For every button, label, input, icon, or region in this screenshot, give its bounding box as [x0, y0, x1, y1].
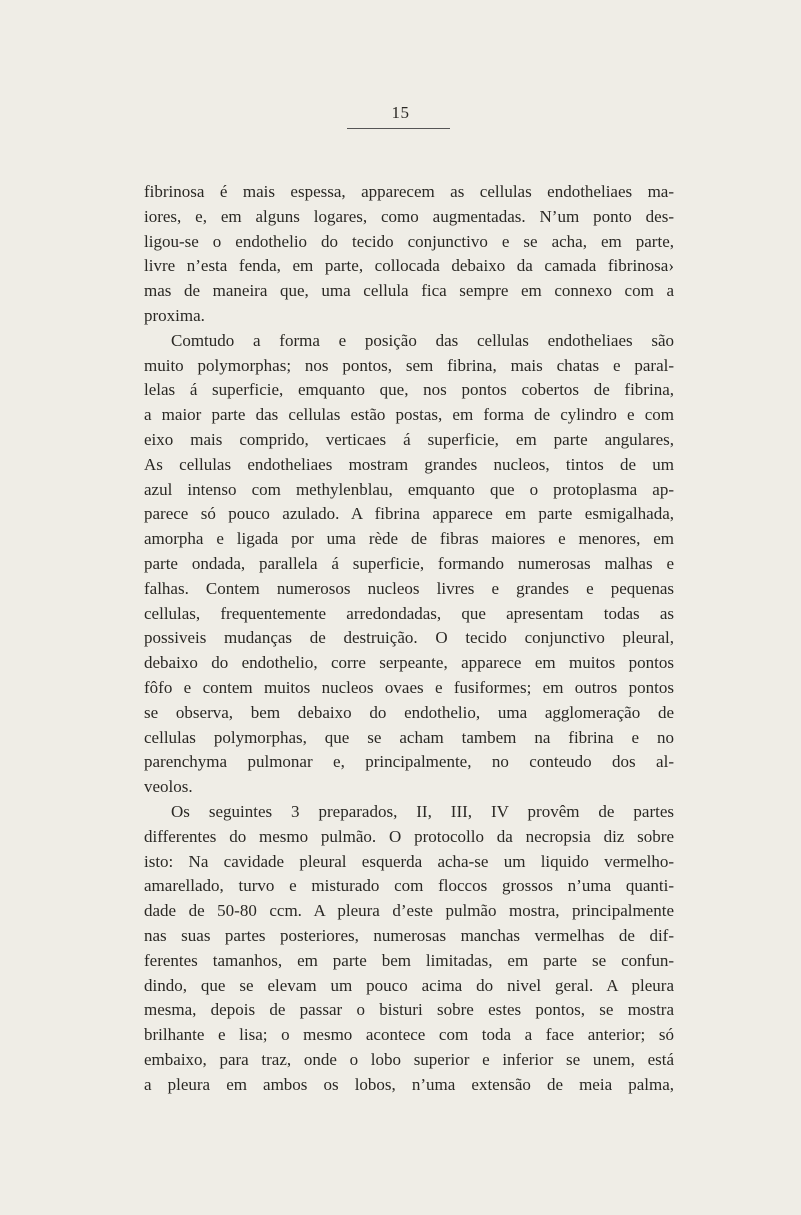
- text-line: cellulas, frequentemente arredondadas, que apresentam todas as: [144, 603, 674, 623]
- text-line: se observa, bem debaixo do endothelio, uma agglomeração de: [144, 702, 674, 722]
- text-line: ligou-se o endothelio do tecido conjunctivo e se acha, em parte,: [144, 231, 674, 251]
- text-line: mas de maneira que, uma cellula fica sempre em connexo com a: [144, 281, 674, 301]
- text-line: differentes do mesmo pulmão. O protocollo da necropsia diz sobre: [144, 826, 674, 846]
- text-line: brilhante e lisa; o mesmo acontece com toda a face anterior; só: [144, 1025, 674, 1045]
- text-line: possiveis mudanças de destruição. O tecido conjunctivo pleural,: [144, 628, 674, 648]
- text-line: falhas. Contem numerosos nucleos livres e grandes e pequenas: [144, 578, 674, 598]
- text-line: livre n’esta fenda, em parte, collocada debaixo da camada fibrinosa›: [144, 256, 674, 276]
- text-line: veolos.: [144, 777, 193, 797]
- text-line: dade de 50-80 ccm. A pleura d’este pulmão mostra, principalmente: [144, 901, 674, 921]
- text-line: amorpha e ligada por uma rède de fibras maiores e menores, em: [144, 529, 674, 549]
- page-number: 15: [391, 103, 410, 122]
- paragraph: [144, 800, 674, 1098]
- text-line: lelas á superficie, emquanto que, nos pontos cobertos de fibrina,: [144, 380, 674, 400]
- paragraphs: [144, 180, 674, 1097]
- text-line: As cellulas endotheliaes mostram grandes nucleos, tintos de um: [144, 454, 674, 474]
- text-line: parece só pouco azulado. A fibrina apparece em parte esmigalhada,: [144, 504, 674, 524]
- text-line: mesma, depois de passar o bisturi sobre estes pontos, se mostra: [144, 1000, 674, 1020]
- paragraph: [144, 329, 674, 800]
- text-line: muito polymorphas; nos pontos, sem fibrina, mais chatas e paral-: [144, 355, 674, 375]
- text-line: parenchyma pulmonar e, principalmente, no conteudo dos al-: [144, 752, 674, 772]
- text-line: fôfo e contem muitos nucleos ovaes e fusiformes; em outros pontos: [144, 677, 674, 697]
- text-line: iores, e, em alguns logares, como augmentadas. N’um ponto des-: [144, 206, 674, 226]
- text-line: azul intenso com methylenblau, emquanto que o protoplasma ap-: [144, 479, 674, 499]
- text-line: embaixo, para traz, onde o lobo superior e inferior se unem, está: [144, 1049, 674, 1069]
- text-line: amarellado, turvo e misturado com floccos grossos n’uma quanti-: [144, 876, 674, 896]
- text-line: parte ondada, parallela á superficie, formando numerosas malhas e: [144, 553, 674, 573]
- header-rule: [347, 128, 450, 129]
- text-line: isto: Na cavidade pleural esquerda acha-se um liquido vermelho-: [144, 851, 674, 871]
- paragraph: [144, 180, 674, 329]
- text-line: proxima.: [144, 305, 205, 325]
- text-line: fibrinosa é mais espessa, apparecem as cellulas endotheliaes ma-: [144, 182, 674, 201]
- text-line: ferentes tamanhos, em parte bem limitadas, em parte se confun-: [144, 950, 674, 970]
- body-text: [144, 180, 674, 1097]
- text-line: nas suas partes posteriores, numerosas manchas vermelhas de dif-: [144, 925, 674, 945]
- text-line: a pleura em ambos os lobos, n’uma extensão de meia palma,: [144, 1074, 674, 1094]
- text-line: eixo mais comprido, verticaes á superficie, em parte angulares,: [144, 429, 674, 449]
- text-line: a maior parte das cellulas estão postas, em forma de cylindro e com: [144, 405, 674, 425]
- text-line: dindo, que se elevam um pouco acima do nivel geral. A pleura: [144, 975, 674, 995]
- text-line: Os seguintes 3 preparados, II, III, IV provêm de partes: [171, 801, 674, 821]
- text-line: Comtudo a forma e posição das cellulas endotheliaes são: [171, 330, 674, 350]
- text-line: cellulas polymorphas, que se acham tambem na fibrina e no: [144, 727, 674, 747]
- text-line: debaixo do endothelio, corre serpeante, apparece em muitos pontos: [144, 653, 674, 673]
